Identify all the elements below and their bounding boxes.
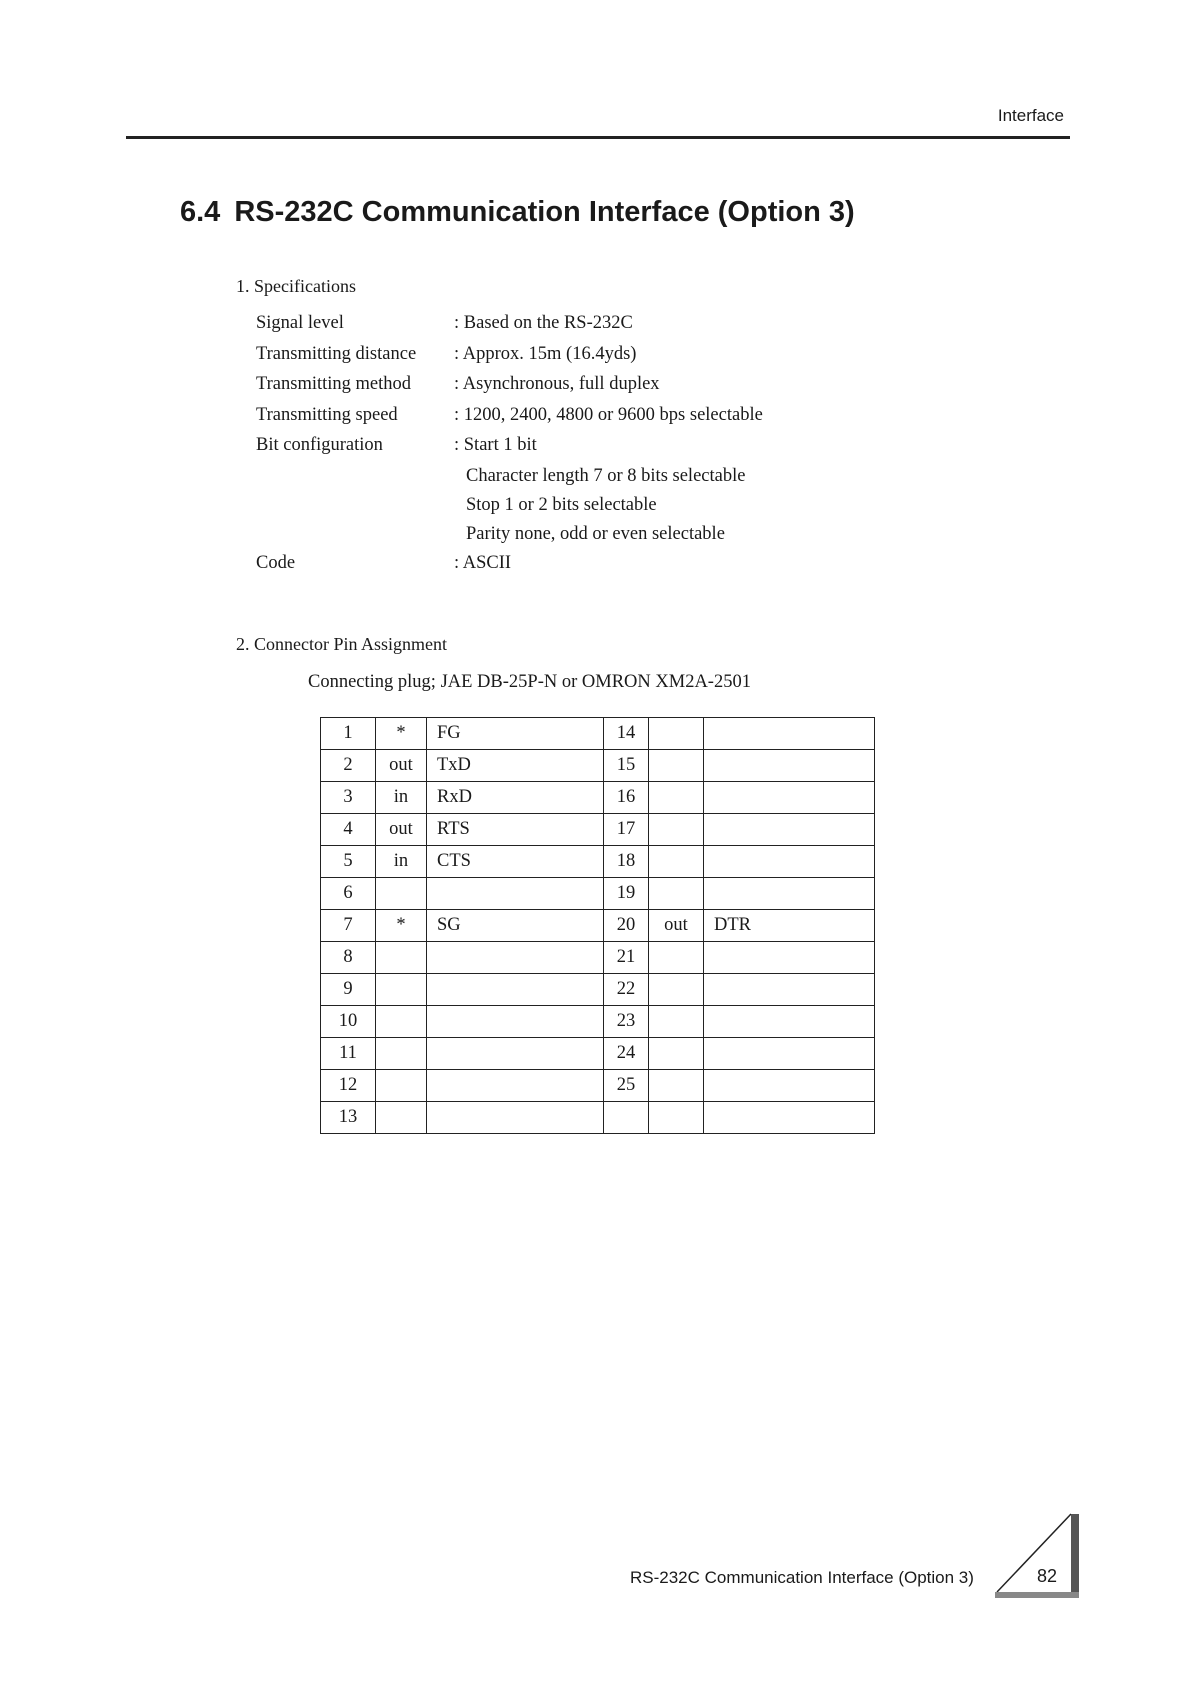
table-row (321, 782, 875, 814)
spec-value: : 1200, 2400, 4800 or 9600 bps selectable (454, 404, 763, 425)
pin-number-cell: 2 (321, 750, 376, 782)
spec-value: : Approx. 15m (16.4yds) (454, 343, 637, 364)
pin-direction-cell: * (376, 910, 427, 942)
pin-signal-cell (427, 1070, 604, 1102)
pin-direction-cell (649, 942, 704, 974)
pin-signal-cell (704, 814, 875, 846)
pin-direction-cell: in (376, 846, 427, 878)
table-row (321, 1038, 875, 1070)
page-number: 82 (1037, 1566, 1058, 1586)
pin-signal-cell (427, 974, 604, 1006)
pin-direction-cell (376, 974, 427, 1006)
pin-signal-cell (427, 1102, 604, 1134)
pin-direction-cell: in (376, 782, 427, 814)
pin-assignment-heading: 2. Connector Pin Assignment (236, 634, 447, 654)
pin-signal-cell (704, 846, 875, 878)
spec-label: Transmitting method (256, 374, 412, 394)
pin-number-cell: 24 (604, 1038, 649, 1070)
pin-number-cell: 18 (604, 846, 649, 878)
page-corner-triangle-icon (995, 1510, 1085, 1602)
table-row (321, 1102, 875, 1134)
pin-direction-cell (649, 782, 704, 814)
pin-number-cell: 21 (604, 942, 649, 974)
pin-direction-cell (649, 1038, 704, 1070)
pin-direction-cell: * (376, 718, 427, 750)
pin-direction-cell (376, 1006, 427, 1038)
section-title (180, 196, 855, 229)
running-header: Interface (997, 106, 1064, 125)
pin-number-cell: 1 (321, 718, 376, 750)
spec-label: Transmitting speed (256, 404, 398, 425)
pin-direction-cell: out (376, 814, 427, 846)
pin-number-cell: 5 (321, 846, 376, 878)
pin-direction-cell (649, 1102, 704, 1134)
pin-direction-cell: out (649, 910, 704, 942)
pin-number-cell: 12 (321, 1070, 376, 1102)
spec-label: Code (256, 552, 296, 573)
pin-direction-cell (376, 1070, 427, 1102)
pin-direction-cell (649, 814, 704, 846)
pin-number-cell: 22 (604, 974, 649, 1006)
pin-signal-cell (704, 1070, 875, 1102)
pin-signal-cell (704, 878, 875, 910)
pin-number-cell: 10 (321, 1006, 376, 1038)
pin-direction-cell (649, 1070, 704, 1102)
pin-direction-cell (376, 942, 427, 974)
pin-direction-cell (649, 846, 704, 878)
table-row (321, 718, 875, 750)
table-row (321, 910, 875, 942)
pin-signal-cell (704, 1006, 875, 1038)
pin-number-cell: 23 (604, 1006, 649, 1038)
table-row (321, 1070, 875, 1102)
pin-number-cell: 20 (604, 910, 649, 942)
pin-direction-cell (649, 1006, 704, 1038)
pin-signal-cell (704, 942, 875, 974)
pin-signal-cell: DTR (704, 910, 875, 942)
pin-signal-cell: SG (427, 910, 604, 942)
table-row (321, 878, 875, 910)
pin-signal-cell (427, 942, 604, 974)
pin-signal-cell (704, 1102, 875, 1134)
pin-direction-cell (649, 974, 704, 1006)
pin-signal-cell (427, 878, 604, 910)
pin-signal-cell (704, 718, 875, 750)
spec-label: Bit configuration (256, 435, 383, 455)
pin-number-cell: 8 (321, 942, 376, 974)
pin-number-cell: 7 (321, 910, 376, 942)
pin-number-cell: 17 (604, 814, 649, 846)
spec-value: : Based on the RS-232C (454, 313, 633, 333)
pin-signal-cell (704, 1038, 875, 1070)
spec-value: : ASCII (454, 552, 512, 573)
pin-number-cell: 15 (604, 750, 649, 782)
pin-signal-cell (704, 974, 875, 1006)
pin-signal-cell: TxD (427, 750, 604, 782)
header-rule (126, 136, 1070, 139)
pin-signal-cell (427, 1006, 604, 1038)
pin-direction-cell (376, 878, 427, 910)
pin-number-cell: 19 (604, 878, 649, 910)
pin-number-cell: 25 (604, 1070, 649, 1102)
table-row (321, 846, 875, 878)
pin-direction-cell (649, 878, 704, 910)
footer-title: RS-232C Communication Interface (Option 3) (630, 1568, 974, 1587)
pin-number-cell: 3 (321, 782, 376, 814)
spec-value: : Start 1 bit (454, 435, 537, 455)
pin-number-cell: 13 (321, 1102, 376, 1134)
pin-signal-cell: FG (427, 718, 604, 750)
pin-direction-cell (649, 718, 704, 750)
spec-continuation-text: Parity none, odd or even selectable (466, 523, 725, 544)
pin-signal-cell: CTS (427, 846, 604, 878)
spec-label: Signal level (256, 313, 344, 333)
table-row (321, 750, 875, 782)
pin-signal-cell (427, 1038, 604, 1070)
pin-signal-cell: RTS (427, 814, 604, 846)
pin-number-cell: 9 (321, 974, 376, 1006)
spec-continuation-text: Stop 1 or 2 bits selectable (466, 494, 657, 515)
table-row (321, 1006, 875, 1038)
specifications-heading: 1. Specifications (236, 276, 356, 296)
section-title-text: RS-232C Communication Interface (Option 3) (234, 196, 855, 228)
pin-assignment-table (320, 717, 875, 1134)
table-row (321, 942, 875, 974)
spec-value: : Asynchronous, full duplex (454, 374, 660, 394)
pin-number-cell: 11 (321, 1038, 376, 1070)
pin-signal-cell: RxD (427, 782, 604, 814)
table-row (321, 814, 875, 846)
table-row (321, 974, 875, 1006)
pin-number-cell: 6 (321, 878, 376, 910)
pin-direction-cell (649, 750, 704, 782)
pin-direction-cell (376, 1038, 427, 1070)
pin-direction-cell (376, 1102, 427, 1134)
pin-direction-cell: out (376, 750, 427, 782)
spec-label: Transmitting distance (256, 343, 417, 364)
pin-number-cell: 16 (604, 782, 649, 814)
connecting-plug-text: Connecting plug; JAE DB-25P-N or OMRON XM2A-2501 (308, 672, 751, 692)
spec-continuation-text: Character length 7 or 8 bits selectable (466, 465, 746, 486)
pin-number-cell: 4 (321, 814, 376, 846)
pin-signal-cell (704, 782, 875, 814)
pin-number-cell: 14 (604, 718, 649, 750)
section-number: 6.4 (180, 196, 221, 228)
pin-number-cell (604, 1102, 649, 1134)
pin-signal-cell (704, 750, 875, 782)
